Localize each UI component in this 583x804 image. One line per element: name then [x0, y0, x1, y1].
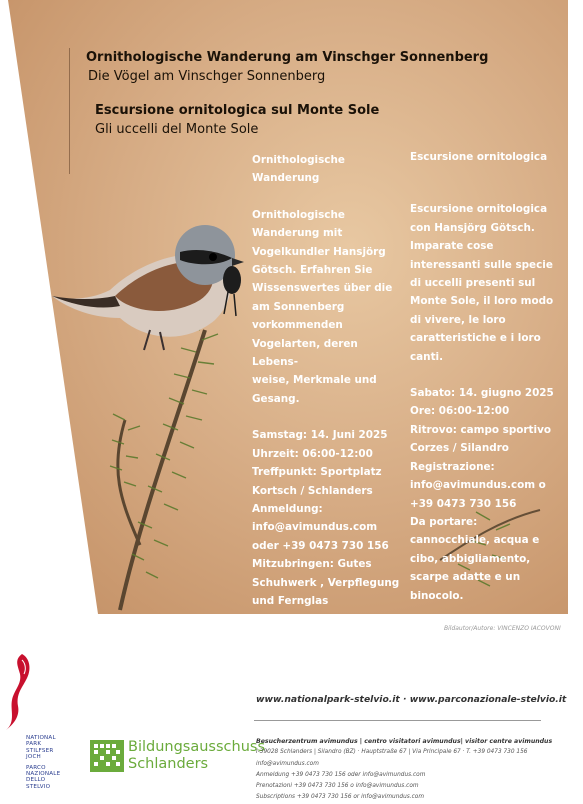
footer-divider: [254, 720, 541, 721]
national-park-logo-text: [26, 735, 60, 790]
np-line: PARK: [26, 741, 42, 748]
german-heading: Ornithologische Wanderung: [252, 154, 345, 185]
italian-details: Sabato: 14. giugno 2025 Ore: 06:00-12:00 Ritrovo: campo sportivo Corzes / Silandro Registrazione: info@avimundus.com o +39 0473 730 156 Da portare: cannocchiale, acqua e cibo, abbigliamento, scarpe adatte e un binocolo.: [410, 387, 554, 602]
np-line: STILFSER: [26, 747, 54, 754]
np-line: NATIONAL: [26, 735, 56, 741]
address-line: Prenotazioni +39 0473 730 156 o info@avimundus.com: [256, 783, 419, 790]
subtitle-italian: Gli uccelli del Monte Sole: [95, 122, 259, 137]
german-description: Ornithologische Wanderung mit Vogelkundler Hansjörg Götsch. Erfahren Sie Wissenswertes über die am Sonnenberg vorkommenden Vogelarten, deren Lebens- weise, Merkmale und Gesang.: [252, 208, 393, 405]
subtitle-german: Die Vögel am Vinschger Sonnenberg: [88, 69, 326, 84]
address-line[interactable]: info@avimundus.com: [256, 760, 319, 767]
np-line: JOCH: [26, 754, 41, 761]
np-line: STELVIO: [26, 783, 51, 790]
bildungsausschuss-logo-text: [128, 739, 265, 773]
photo-credit: Bildautor/Autore: VINCENZO IACOVONI: [444, 625, 561, 632]
bildungsausschuss-logo-icon: [90, 740, 124, 772]
np-line: DELLO: [26, 777, 46, 784]
german-details: Samstag: 14. Juni 2025 Uhrzeit: 06:00-12:00 Treffpunkt: Sportplatz Kortsch / Schlanders Anmeldung: info@avimundus.com oder +39 0473 730 156 Mitzubringen: Gutes Schuhwerk , Verpflegung und Fernglas: [252, 429, 400, 607]
national-park-logo-icon: [2, 650, 42, 735]
italian-heading: Escursione ornitologica: [410, 151, 548, 163]
address-block: [256, 736, 556, 804]
np-line: PARCO: [26, 764, 46, 771]
bs-line2: Schlanders: [128, 756, 209, 772]
address-heading: Besucherzentrum avimundus | centro visitatori avimundus| visitor centre avimundus: [256, 738, 553, 745]
italian-column: [410, 148, 560, 605]
address-line: Anmeldung +39 0473 730 156 oder info@avimundus.com: [256, 771, 426, 778]
title-italian: Escursione ornitologica sul Monte Sole: [95, 103, 380, 118]
address-line: Subscriptions +39 0473 730 156 or info@avimundus.com: [256, 794, 424, 801]
address-line: I-39028 Schlanders | Silandro (BZ) · Hauptstraße 67 | Via Principale 67 · T. +39 0473 730 156: [256, 749, 528, 756]
bs-line1: Bildungsausschuss: [128, 739, 265, 755]
website-links[interactable]: www.nationalpark-stelvio.it · www.parconazionale-stelvio.it: [256, 694, 567, 705]
title-divider: [69, 48, 70, 174]
german-column: [252, 151, 402, 610]
italian-description: Escursione ornitologica con Hansjörg Götsch. Imparate cose interessanti sulle specie di uccelli presenti sul Monte Sole, il loro modo di vivere, le loro caratteristiche e i loro canti.: [410, 203, 554, 363]
title-german: Ornithologische Wanderung am Vinschger Sonnenberg: [86, 50, 489, 65]
np-line: NAZIONALE: [26, 771, 61, 778]
